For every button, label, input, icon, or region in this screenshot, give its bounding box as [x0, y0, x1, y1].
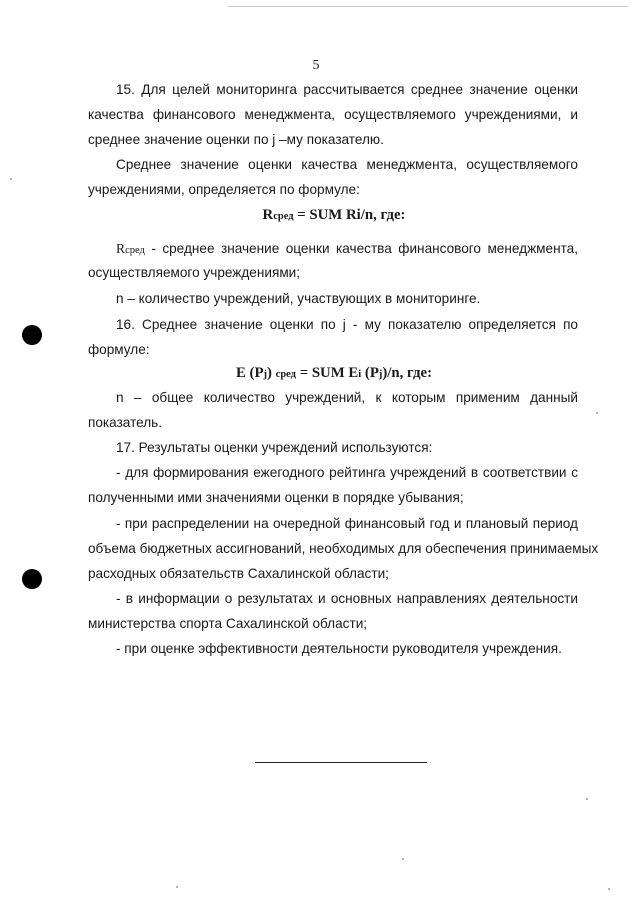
p15-line1: 15. Для целей мониторинга рассчитывается среднее значение оценки: [116, 82, 578, 97]
rsred-subscript: сред: [125, 245, 145, 256]
formula2-sub-j2: j: [378, 369, 383, 380]
end-of-text-line: [255, 762, 427, 763]
formula2-part1: E (P: [235, 365, 264, 381]
punch-hole-upper: [22, 325, 42, 345]
scan-speck: [402, 858, 404, 860]
scan-speck: [176, 886, 178, 888]
bullet1-line2: полученными ими значениями оценки в порядке убывания;: [88, 490, 464, 505]
bullet1-line1: - для формирования ежегодного рейтинга учреждений в соответствии с: [116, 465, 578, 480]
avg-line1: Среднее значение оценки качества менеджмента, осуществляемого: [116, 157, 578, 172]
scan-speck: [608, 888, 610, 890]
punch-hole-lower: [22, 569, 42, 589]
formula2-part2: ): [267, 365, 276, 381]
p17: 17. Результаты оценки учреждений используются:: [116, 440, 433, 455]
n-definition-1: n – количество учреждений, участвующих в мониторинге.: [116, 291, 481, 306]
page-number: 5: [312, 58, 320, 73]
bullet2-line1: - при распределении на очередной финансовый год и плановый период: [116, 516, 578, 531]
formula2-sub-i: i: [358, 369, 362, 380]
bullet3-line2: министерства спорта Сахалинской области;: [88, 616, 368, 631]
formula2-part5: )/n, где:: [382, 365, 433, 381]
p16-line1: 16. Среднее значение оценки по j - му показателю определяется по: [116, 317, 578, 332]
p15-line2: качества финансового менеджмента, осуществляемого учреждениями, и: [88, 107, 578, 122]
scan-speck: [586, 798, 588, 800]
formula1-rest: = SUM Ri/n, где:: [293, 207, 406, 223]
formula-average: [88, 206, 580, 226]
formula2-part4: (P: [361, 365, 379, 381]
avg-line2: учреждениями, определяется по формуле:: [88, 182, 360, 197]
formula1-r: R: [262, 207, 274, 223]
scan-speck: [10, 178, 12, 180]
rsred-line1: [116, 240, 578, 260]
top-edge-line: [228, 6, 628, 7]
formula2-sub-j1: j: [263, 369, 268, 380]
bullet2-line2: объема бюджетных ассигнований, необходимых для обеспечения принимаемых: [88, 541, 599, 556]
p15-line3: среднее значение оценки по j –му показателю.: [88, 132, 384, 147]
formula1-subscript: сред: [273, 211, 294, 222]
rsred-r: R: [116, 241, 126, 256]
bullet3-line1: - в информации о результатах и основных направлениях деятельности: [116, 591, 578, 606]
bullet4: - при оценке эффективности деятельности руководителя учреждения.: [116, 641, 562, 656]
bullet2-line3: расходных обязательств Сахалинской области;: [88, 566, 389, 581]
rsred-rest: - среднее значение оценки качества финансового менеджмента,: [144, 241, 578, 256]
scan-speck: [596, 412, 598, 414]
n-definition-2-line1: n – общее количество учреждений, к которым применим данный: [116, 390, 578, 405]
rsred-line2: осуществляемого учреждениями;: [88, 265, 301, 280]
p16-line2: формуле:: [88, 342, 150, 357]
n-definition-2-line2: показатель.: [88, 415, 163, 430]
formula2-part3: = SUM E: [296, 365, 359, 381]
formula-indicator: [88, 364, 580, 384]
formula2-sub-sred: сред: [275, 369, 296, 380]
